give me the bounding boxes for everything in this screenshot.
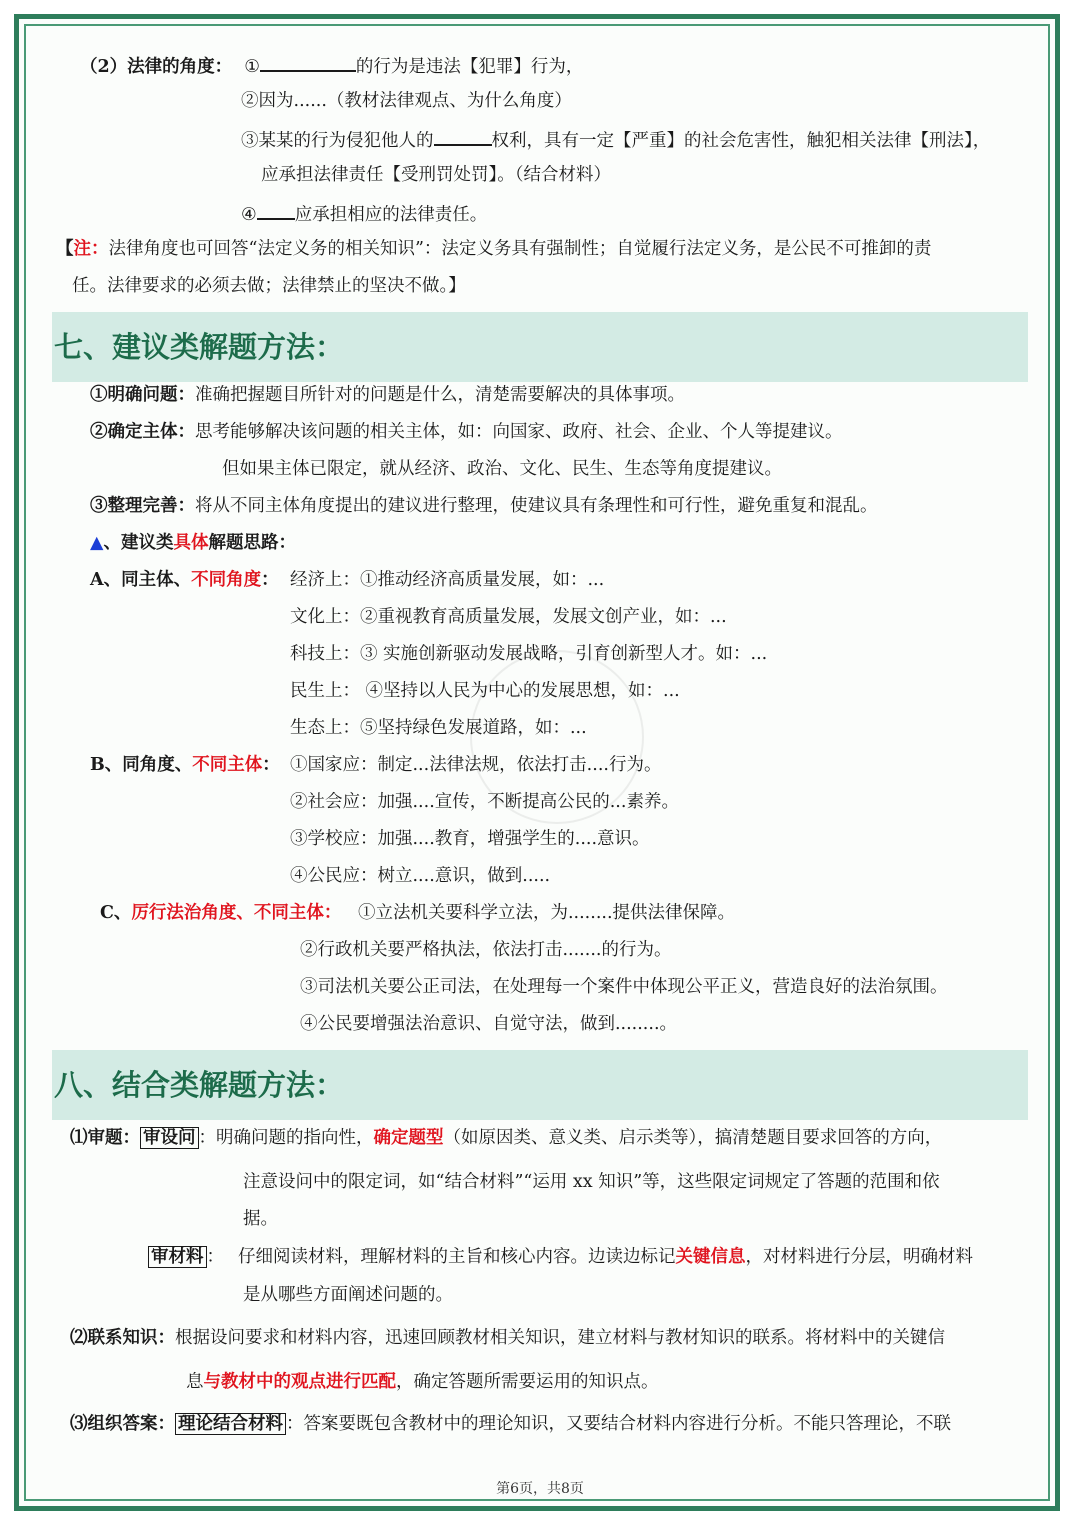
legal-line-4: 应承担法律责任【受刑罚处罚】。（结合材料） xyxy=(261,165,611,185)
s7-step-1 xyxy=(90,383,685,407)
s7-step-2-label: ②确定主体： xyxy=(90,422,195,442)
s7-C-item: ④公民要增强法治意识、自觉守法，做到........。 xyxy=(300,1014,678,1034)
note-bracket: 【 xyxy=(56,239,74,259)
s8-p1-line-2: 注意设问中的限定词，如“结合材料”“运用 xx 知识”等，这些限定词规定了答题的范围和依 xyxy=(243,1172,940,1192)
page-number: 第6页，共8页 xyxy=(496,1481,584,1497)
s7-B-red: 不同主体 xyxy=(192,755,263,775)
legal-line-3 xyxy=(241,126,990,153)
s7-B-item: ①国家应：制定...法律法规，依法打击....行为。 xyxy=(290,755,662,775)
legal-line-1 xyxy=(80,52,583,79)
s7-C-item: ③司法机关要公正司法，在处理每一个案件中体现公平正义，营造良好的法治氛围。 xyxy=(300,977,948,997)
s8-p2-line-1 xyxy=(70,1326,945,1350)
s8-p3-a: 答案要既包含教材中的理论知识，又要结合材料内容进行分析。不能只答理论，不联 xyxy=(303,1414,951,1434)
s7-C-item: ②行政机关要严格执法，依法打击.......的行为。 xyxy=(300,940,672,960)
s7-C-red: 厉行法治角度、不同主体： xyxy=(131,903,342,923)
s7-thought-c: 解题思路： xyxy=(208,533,296,553)
s7-step-3-text: 将从不同主体角度提出的建议进行整理，使建议具有条理性和可行性，避免重复和混乱。 xyxy=(195,496,878,516)
s8-p1-a: 明确问题的指向性， xyxy=(216,1128,374,1148)
note-text-1: 法律角度也可回答“法定义务的相关知识”：法定义务具有强制性；自觉履行法定义务，是公民不可推卸的责 xyxy=(108,239,932,259)
legal-l3-prefix: ③某某的行为侵犯他人的 xyxy=(241,131,434,151)
s8-p1-line-1 xyxy=(70,1126,942,1150)
s7-A-item: 经济上：①推动经济高质量发展，如：... xyxy=(290,570,605,590)
s8-p1b-a: 仔细阅读材料，理解材料的主旨和核心内容。边读边标记 xyxy=(238,1247,676,1267)
legal-l5-prefix: ④ xyxy=(241,205,257,225)
s7-B-colon: ： xyxy=(262,755,280,775)
s7-C-item: ①立法机关要科学立法，为........提供法律保障。 xyxy=(358,903,736,923)
s8-p1b-red: 关键信息 xyxy=(675,1247,746,1267)
s8-p2-b1: 息 xyxy=(186,1372,204,1392)
s8-p2-b2: ，确定答题所需要运用的知识点。 xyxy=(396,1372,659,1392)
s8-p1-line-3: 据。 xyxy=(243,1209,278,1229)
s8-p1-colon: ： xyxy=(198,1128,216,1148)
s8-review-question-box: 审设问 xyxy=(140,1127,199,1149)
s7-B-item: ④公民应：树立....意识，做到..... xyxy=(290,866,551,886)
s7-step-2 xyxy=(90,420,843,444)
s7-B-prefix: B、同角度、 xyxy=(90,755,193,775)
section-8-heading: 八、结合类解题方法： xyxy=(52,1050,1028,1120)
legal-l5-suffix: 应承担相应的法律责任。 xyxy=(294,205,488,225)
s8-review-material-box: 审材料 xyxy=(148,1246,207,1268)
s7-B-head xyxy=(90,753,280,777)
s8-p1-b: （如原因类、意义类、启示类等），搞清楚题目要求回答的方向， xyxy=(443,1128,943,1148)
legal-l1-suffix: 的行为是违法【犯罪】行为， xyxy=(355,57,584,77)
s8-p3-label: ⑶组织答案： xyxy=(70,1414,175,1434)
s7-step-1-text: 准确把握题目所针对的问题是什么，清楚需要解决的具体事项。 xyxy=(195,385,685,405)
answer-blank xyxy=(260,52,356,72)
s7-thought-red: 具体 xyxy=(173,533,209,553)
s7-step-1-label: ①明确问题： xyxy=(90,385,195,405)
s8-p2-label: ⑵联系知识： xyxy=(70,1328,175,1348)
s7-step-3 xyxy=(90,494,878,518)
triangle-icon: ▲ xyxy=(90,533,104,553)
s7-A-item: 科技上：③ 实施创新驱动发展战略，引育创新型人才。如：... xyxy=(290,644,768,664)
s7-A-item: 民生上： ④坚持以人民为中心的发展思想，如：... xyxy=(290,681,680,701)
s7-A-head xyxy=(90,568,279,592)
legal-line-2: ②因为......（教材法律观点、为什么角度） xyxy=(241,91,572,111)
s7-thought-a: 、建议类 xyxy=(103,533,174,553)
legal-l3-suffix: 权利，具有一定【严重】的社会危害性，触犯相关法律【刑法】， xyxy=(491,131,991,151)
s8-p1-label: ⑴审题： xyxy=(70,1128,140,1148)
s8-p1b-line-2: 是从哪些方面阐述问题的。 xyxy=(243,1285,453,1305)
s8-p1b-line-1 xyxy=(148,1245,973,1269)
s8-theory-material-box: 理论结合材料 xyxy=(175,1413,286,1435)
s8-p2-a: 根据设问要求和材料内容，迅速回顾教材相关知识，建立材料与教材知识的联系。将材料中的关键信 xyxy=(175,1328,945,1348)
s8-p2-red: 与教材中的观点进行匹配 xyxy=(203,1372,396,1392)
answer-blank xyxy=(257,200,295,220)
s7-C-head xyxy=(100,901,341,925)
s7-A-item: 生态上：⑤坚持绿色发展道路，如：... xyxy=(290,718,587,738)
s7-A-item: 文化上：②重视教育高质量发展，发展文创产业，如：... xyxy=(290,607,727,627)
note-line-1 xyxy=(56,237,931,261)
s7-step-2-cont: 但如果主体已限定，就从经济、政治、文化、民生、生态等角度提建议。 xyxy=(222,459,782,479)
s7-step-3-label: ③整理完善： xyxy=(90,496,195,516)
legal-line-5 xyxy=(241,200,487,227)
s8-p1b-b: ，对材料进行分层，明确材料 xyxy=(745,1247,973,1267)
note-label: 注： xyxy=(73,239,109,259)
s7-step-2-text: 思考能够解决该问题的相关主体，如：向国家、政府、社会、企业、个人等提建议。 xyxy=(195,422,843,442)
legal-l1-prefix: ① xyxy=(244,57,260,77)
s8-p1b-colon: ： xyxy=(206,1247,224,1267)
section-7-heading: 七、建议类解题方法： xyxy=(52,312,1028,382)
s7-B-item: ②社会应：加强....宣传，不断提高公民的...素养。 xyxy=(290,792,679,812)
s8-p3-line-1 xyxy=(70,1412,951,1436)
answer-blank xyxy=(434,126,492,146)
s8-p1-red: 确定题型 xyxy=(373,1128,444,1148)
s7-C-prefix: C、 xyxy=(100,903,132,923)
s7-thought-heading xyxy=(90,531,296,555)
s7-A-prefix: A、同主体、 xyxy=(90,570,192,590)
s8-p3-colon: ： xyxy=(286,1414,304,1434)
s8-p2-line-2 xyxy=(186,1370,659,1394)
s7-A-colon: ： xyxy=(261,570,279,590)
s7-A-red: 不同角度 xyxy=(191,570,262,590)
legal-label: （2）法律的角度： xyxy=(80,57,233,77)
note-line-2: 任。法律要求的必须去做；法律禁止的坚决不做。】 xyxy=(72,276,466,296)
s7-B-item: ③学校应：加强....教育，增强学生的....意识。 xyxy=(290,829,650,849)
